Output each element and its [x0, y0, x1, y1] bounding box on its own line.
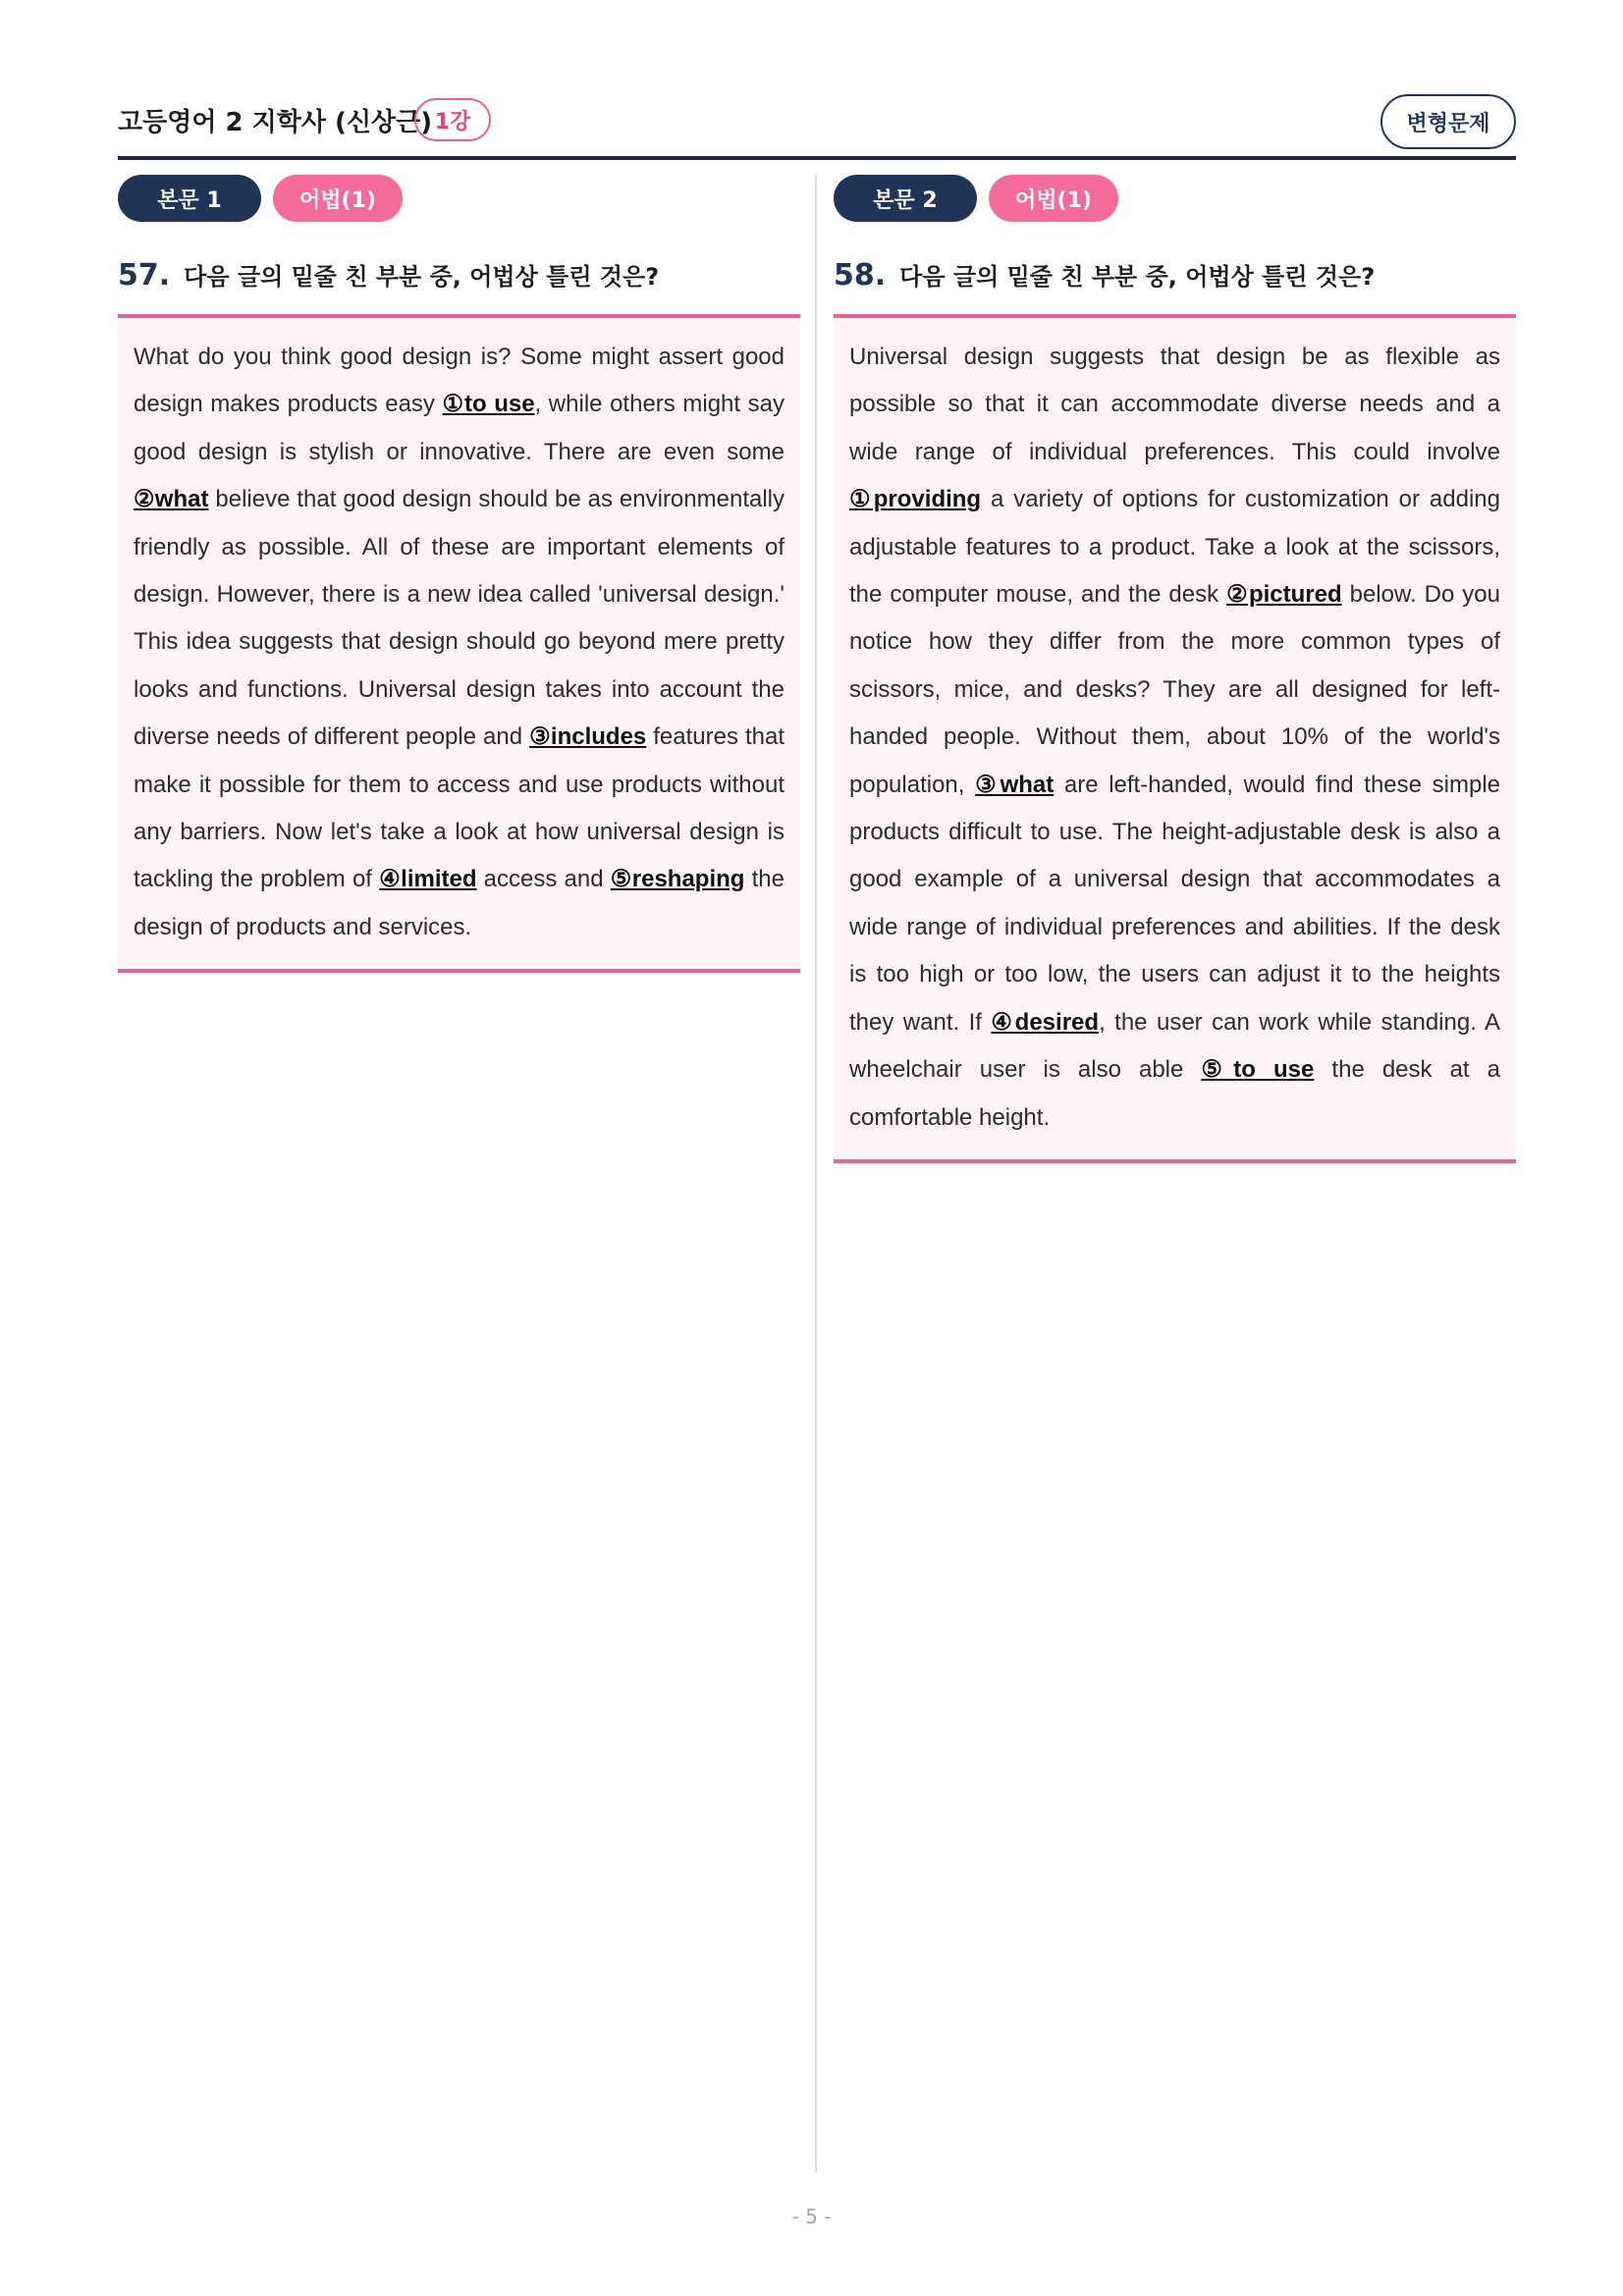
worksheet-type-badge: 변형문제: [1380, 94, 1516, 149]
underlined-choice: ④desired: [991, 1008, 1100, 1036]
passage-box: [118, 314, 800, 973]
question-heading: [834, 257, 1516, 296]
passage-tag: 본문 2: [834, 175, 977, 222]
question-heading: [118, 257, 800, 296]
question-tags: [834, 175, 1516, 222]
passage-text: , the user can work while standing. A wheelchair user is also able: [849, 1008, 1501, 1084]
underlined-choice: ⑤reshaping: [610, 866, 745, 893]
passage-text: believe that good design should be as environmentally friendly as possible. All of these are important elements of design. However, there is a new idea called 'universal design.' This idea suggests that design should go beyond mere pretty looks and functions. Universal design takes into account the diverse needs of different people and: [134, 486, 784, 751]
passage-text: What do you think good design is? Some might assert good design makes products easy: [134, 344, 784, 418]
lesson-badge: 1강: [414, 98, 491, 141]
passage-text: the design of products and services.: [134, 866, 784, 940]
question-prompt: 다음 글의 밑줄 친 부분 중, 어법상 틀린 것은?: [899, 263, 1376, 291]
passage-text: a variety of options for customization or adding adjustable features to a product. Take a look at the scissors, the computer mouse, and the desk: [849, 486, 1500, 609]
underlined-choice: ②what: [134, 486, 209, 513]
passage-text: below. Do you notice how they differ from the more common types of scissors, mice, and desks? They are all designed for left-handed people. Without them, about 10% of the world's population,: [849, 581, 1500, 798]
column-divider: [815, 175, 817, 2172]
underlined-choice: ④limited: [379, 866, 477, 893]
passage-text: , while others might say good design is stylish or innovative. There are even some: [134, 391, 784, 465]
question-tags: [118, 175, 800, 222]
underlined-choice: ③what: [975, 771, 1055, 798]
category-tag: 어법(1): [273, 175, 403, 222]
underlined-choice: ②pictured: [1226, 581, 1342, 609]
passage-text: are left-handed, would find these simple products difficult to use. The height-adjustable desk is also a good example of a universal design that accommodates a wide range of individual preferences and abilities. If the desk is too high or too low, the users can adjust it to the heights they want. If: [849, 771, 1500, 1036]
question-prompt: 다음 글의 밑줄 친 부분 중, 어법상 틀린 것은?: [184, 263, 660, 291]
underlined-choice: ①providing: [849, 486, 982, 513]
passage-text: access and: [476, 866, 611, 893]
underlined-choice: ①to use: [442, 391, 535, 418]
question-number: 58.: [834, 258, 887, 293]
passage-text: features that make it possible for them to access and use products without any barriers. Now let's take a look at how universal design is tackling the problem of: [134, 723, 784, 893]
passage-text: Universal design suggests that design be as flexible as possible so that it can accommodate diverse needs and a wide range of individual preferences. This could involve: [849, 344, 1500, 465]
question-number: 57.: [118, 258, 171, 293]
question-column-2: [834, 175, 1516, 1163]
underlined-choice: ③includes: [529, 723, 647, 751]
question-column-1: [118, 175, 800, 973]
passage-text: the desk at a comfortable height.: [849, 1056, 1500, 1131]
header-rule: [118, 156, 1516, 160]
page-header: [118, 94, 1516, 161]
category-tag: 어법(1): [989, 175, 1118, 222]
passage-box: [834, 314, 1516, 1163]
underlined-choice: ⑤to use: [1201, 1056, 1315, 1084]
textbook-title: 고등영어 2 지학사 (신상근): [118, 108, 433, 137]
passage-tag: 본문 1: [118, 175, 261, 222]
page-number: - 5 -: [791, 2205, 832, 2228]
